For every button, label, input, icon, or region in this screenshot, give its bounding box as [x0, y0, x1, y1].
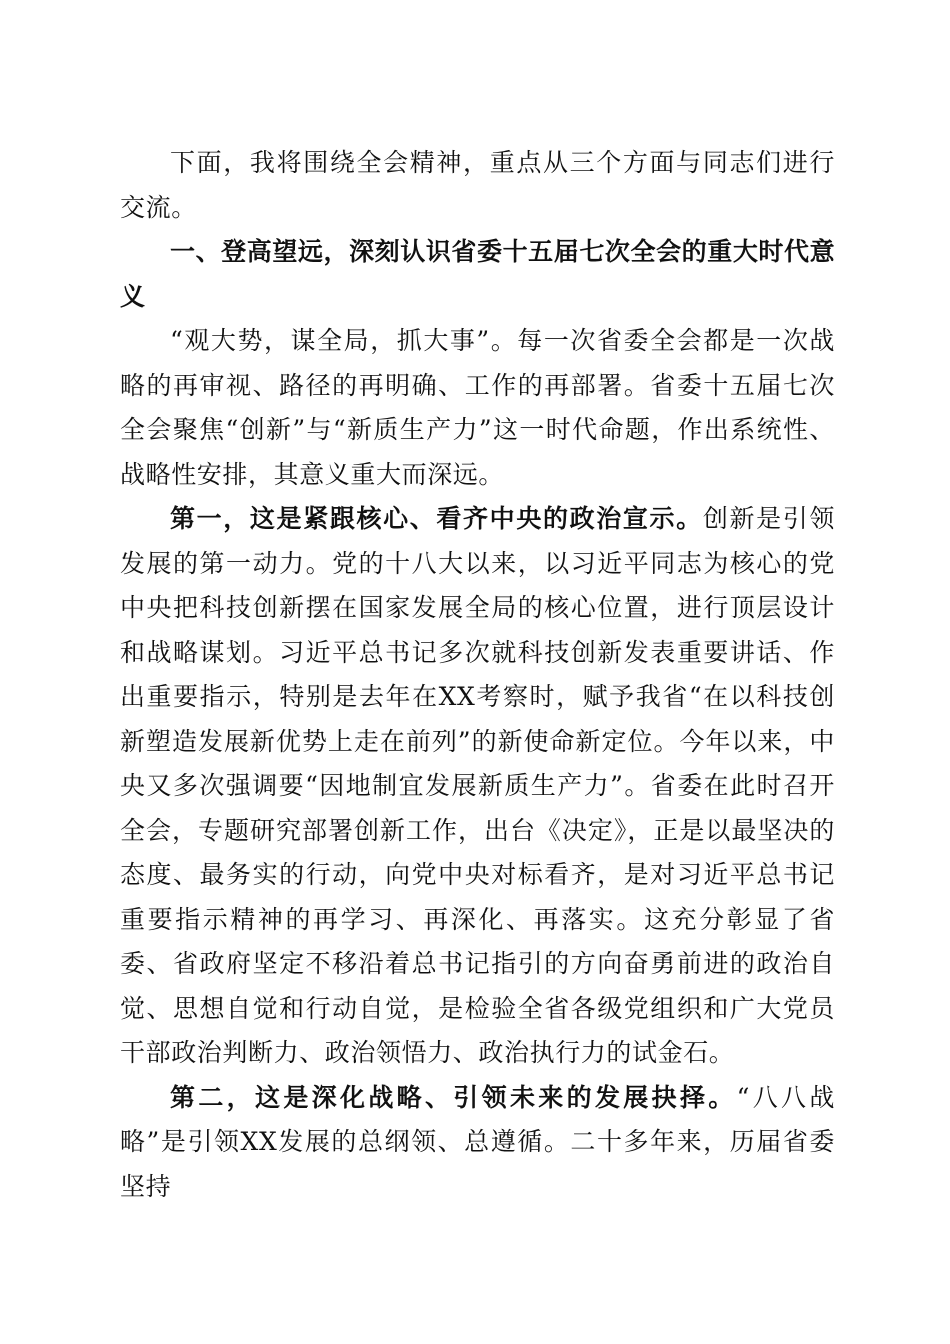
paragraph-point-1-text: 创新是引领发展的第一动力。党的十八大以来，以习近平同志为核心的党中央把科技创新摆在国家发展全局的核心位置，进行顶层设计和战略谋划。习近平总书记多次就科技创新发表重要讲话、作出重要指示，特别是去年在XX考察时，赋予我省“在以科技创新塑造发展新优势上走在前列”的新使命新定位。今年以来，中央又多次强调要“因地制宜发展新质生产力”。省委在此时召开全会，专题研究部署创新工作，出台《决定》，正是以最坚决的态度、最务实的行动，向党中央对标看齐，是对习近平总书记重要指示精神的再学习、再深化、再落实。这充分彰显了省委、省政府坚定不移沿着总书记指引的方向奋勇前进的政治自觉、思想自觉和行动自觉，是检验全省各级党组织和广大党员干部政治判断力、政治领悟力、政治执行力的试金石。	[120, 504, 835, 1067]
paragraph-intro-text: 下面，我将围绕全会精神，重点从三个方面与同志们进行交流。	[120, 148, 835, 222]
section-heading-1	[120, 230, 835, 319]
paragraph-point-1-lead: 第一，这是紧跟核心、看齐中央的政治宣示。	[170, 504, 703, 533]
section-heading-1-text: 一、登高望远，深刻认识省委十五届七次全会的重大时代意义	[120, 237, 835, 311]
paragraph-point-2-lead: 第二，这是深化战略、引领未来的发展抉择。	[170, 1082, 737, 1112]
paragraph-overview-text: “观大势，谋全局，抓大事”。每一次省委全会都是一次战略的再审视、路径的再明确、工作的再部署。省委十五届七次全会聚焦“创新”与“新质生产力”这一时代命题，作出系统性、战略性安排，其意义重大而深远。	[120, 326, 835, 489]
paragraph-point-1	[120, 497, 835, 1076]
paragraph-intro	[120, 141, 835, 230]
document-body	[120, 141, 835, 1209]
paragraph-point-2-text: “八八战略”是引领XX发展的总纲领、总遵循。二十多年来，历届省委坚持	[120, 1082, 835, 1201]
paragraph-point-2	[120, 1076, 835, 1210]
paragraph-overview	[120, 319, 835, 497]
